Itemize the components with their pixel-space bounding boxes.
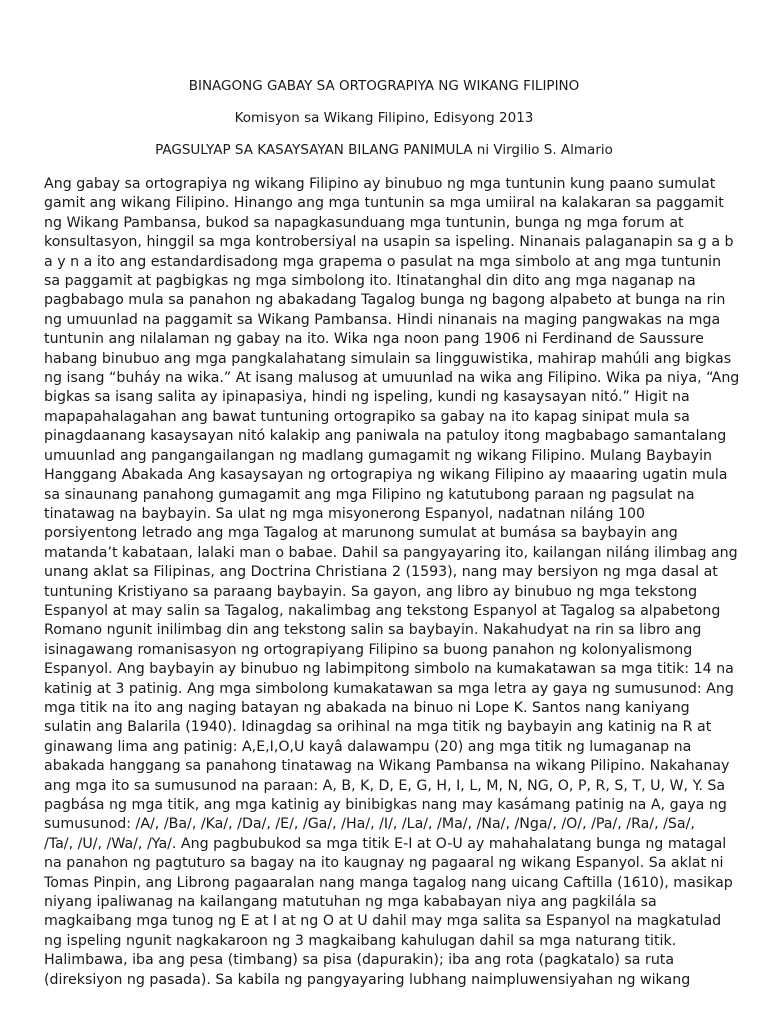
document-subtitle: Komisyon sa Wikang Filipino, Edisyong 2013 — [234, 110, 534, 126]
body-line: Espanyol. Ang baybayin ay binubuo ng labimpitong simbolo na kumakatawan sa mga titik: 14 na — [44, 661, 734, 678]
body-line: mapapahalagahan ang bawat tuntuning ortograpiko sa gabay na ito kapag sinipat mula sa — [44, 408, 690, 425]
body-line: Ang gabay sa ortograpiya ng wikang Filipino ay binubuo ng mga tuntunin kung paano sumulat — [44, 176, 716, 192]
body-line: Espanyol at may salin sa Tagalog, nakalimbag ang tekstong Espanyol at Tagalog sa alpabetong — [44, 602, 721, 619]
body-line: a y n a ito ang estandardisadong mga grapema o pasulat na mga simbolo at ang mga tuntunin — [44, 253, 722, 270]
body-line: pinagdaanang kasaysayan nitó kalakip ang paniwala na patuloy itong magbabago samantalang — [44, 428, 727, 445]
body-line: tinatawag na baybayin. Sa ulat ng mga misyonerong Espanyol, nadatnan niláng 100 — [44, 505, 646, 522]
body-line: tuntunin ang nilalaman ng gabay na ito. Wika nga noon pang 1906 ni Ferdinand de Saussure — [44, 331, 704, 348]
body-paragraph — [44, 175, 744, 990]
body-line: ng umuunlad na paggamit sa Wikang Pambansa. Hindi ninanais na maging pangwakas na mga — [44, 311, 721, 328]
body-line: Hanggang Abakada Ang kasaysayan ng ortograpiya ng wikang Filipino ay maaaring ugatin mula — [44, 467, 728, 484]
body-line: abakada hanggang sa panahong tinatawag na Wikang Pambansa na wikang Pilipino. Nakahanay — [44, 758, 730, 775]
body-line: ng ispeling ngunit nagkakaroon ng 3 magkaibang kahulugan dahil sa mga naturang titik. — [44, 932, 677, 949]
body-line: konsultasyon, hinggil sa mga kontrobersiyal na usapin sa ispeling. Ninanais palaganapin sa g a b — [44, 234, 734, 251]
body-line: ginawang lima ang patinig: A,E,I,O,U kayâ dalawampu (20) ang mga titik ng lumaganap na — [44, 738, 692, 755]
body-line: na panahon ng pagtuturo sa bagay na ito kaugnay ng pagaaral ng wikang Espanyol. Sa aklat ni — [44, 855, 724, 872]
section-heading: PAGSULYAP SA KASAYSAYAN BILANG PANIMULA ni Virgilio S. Almario — [155, 142, 613, 158]
body-line: Romano ngunit inilimbag din ang tekstong salin sa baybayin. Nakahudyat na rin sa libro ang — [44, 622, 702, 639]
body-line: sulatin ang Balarila (1940). Idinagdag sa orihinal na mga titik ng baybayin ang katinig na R at — [44, 719, 712, 736]
body-line: sa paggamit at pagbigkas ng mga simbolong ito. Itinatanghal din dito ang mga naganap na — [44, 273, 696, 290]
body-line: ang mga ito sa sumusunod na paraan: A, B, K, D, E, G, H, I, L, M, N, NG, O, P, R, S, T, U, W, Y. Sa — [44, 777, 726, 794]
body-line: bigkas sa isang salita ay ipinapasiya, hindi ng ispeling, kundi ng kasaysayan nitó.” Higit na — [44, 389, 690, 406]
document-title: BINAGONG GABAY SA ORTOGRAPIYA NG WIKANG FILIPINO — [188, 78, 580, 94]
body-line: katinig at 3 patinig. Ang mga simbolong kumakatawan sa mga letra ay gaya ng sumusunod: Ang — [44, 680, 734, 697]
body-line: matanda’t kabataan, lalaki man o babae. Dahil sa pangyayaring ito, kailangan niláng ilimbag ang — [44, 544, 738, 561]
body-line: sumusunod: /A/, /Ba/, /Ka/, /Da/, /E/, /Ga/, /Ha/, /I/, /La/, /Ma/, /Na/, /Nga/, /O/, /Pa/, /Ra/, /Sa/, — [44, 816, 695, 833]
body-line: Tomas Pinpin, ang Librong pagaaralan nang manga tagalog nang uicang Caftilla (1610), masikap — [44, 874, 733, 891]
body-line: porsiyentong letrado ang mga Tagalog at marunong sumulat at bumása sa baybayin ang — [44, 525, 678, 542]
body-line: gamit ang wikang Filipino. Hinango ang mga tuntunin sa mga umiiral na kalakaran sa paggamit — [44, 195, 724, 212]
body-line: pagbása ng mga titik, ang mga katinig ay binibigkas nang may kasámang patinig na A, gaya ng — [44, 797, 727, 813]
body-line: ng isang “buháy na wika.” At isang malusog at umuunlad na wika ang Filipino. Wika pa niya, “Ang — [44, 370, 740, 387]
body-line: sa sinaunang panahong gumagamit ang mga Filipino ng katutubong paraan ng pagsulat na — [44, 486, 695, 503]
body-line: Halimbawa, iba ang pesa (timbang) sa pisa (dapurakin); iba ang rota (pagkatalo) sa ruta — [44, 952, 675, 969]
body-line: mga titik na ito ang naging batayan ng abakada na binuo ni Lope K. Santos nang kaniyang — [44, 699, 690, 716]
body-line: /Ta/, /U/, /Wa/, /Ya/. Ang pagbubukod sa mga titik E-I at O-U ay mahahalatang bunga ng matagal — [44, 835, 727, 852]
body-line: niyang ipaliwanag na kailangang matutuhan ng mga kababayan niya ang pagkilála sa — [44, 894, 657, 911]
body-line: tuntuning Kristiyano sa paraang baybayin. Sa gayon, ang libro ay binubuo ng mga tekstong — [44, 583, 698, 600]
body-line: magkaibang mga tunog ng E at I at ng O at U dahil may mga salita sa Espanyol na magkatulad — [44, 913, 722, 930]
body-line: umuunlad ang pangangailangan ng madlang gumagamit ng wikang Filipino. Mulang Baybayin — [44, 447, 713, 464]
body-line: pagbabago mula sa panahon ng abakadang Tagalog bunga ng bagong alpabeto at bunga na rin — [44, 292, 726, 309]
body-line: ng Wikang Pambansa, bukod sa napagkasunduang mga tuntunin, bunga ng mga forum at — [44, 214, 684, 231]
body-line: unang aklat sa Filipinas, ang Doctrina Christiana 2 (1593), nang may bersiyon ng mga dasal at — [44, 564, 718, 581]
body-line: (direksiyon ng pasada). Sa kabila ng pangyayaring lubhang naimpluwensiyahan ng wikang — [44, 971, 691, 988]
body-line: isinagawang romanisasyon ng ortograpiyang Filipino sa buong panahon ng kolonyalismong — [44, 641, 693, 658]
body-line: habang binubuo ang mga pangkalahatang simulain sa lingguwistika, mahirap mahúli ang bigkas — [44, 350, 732, 367]
